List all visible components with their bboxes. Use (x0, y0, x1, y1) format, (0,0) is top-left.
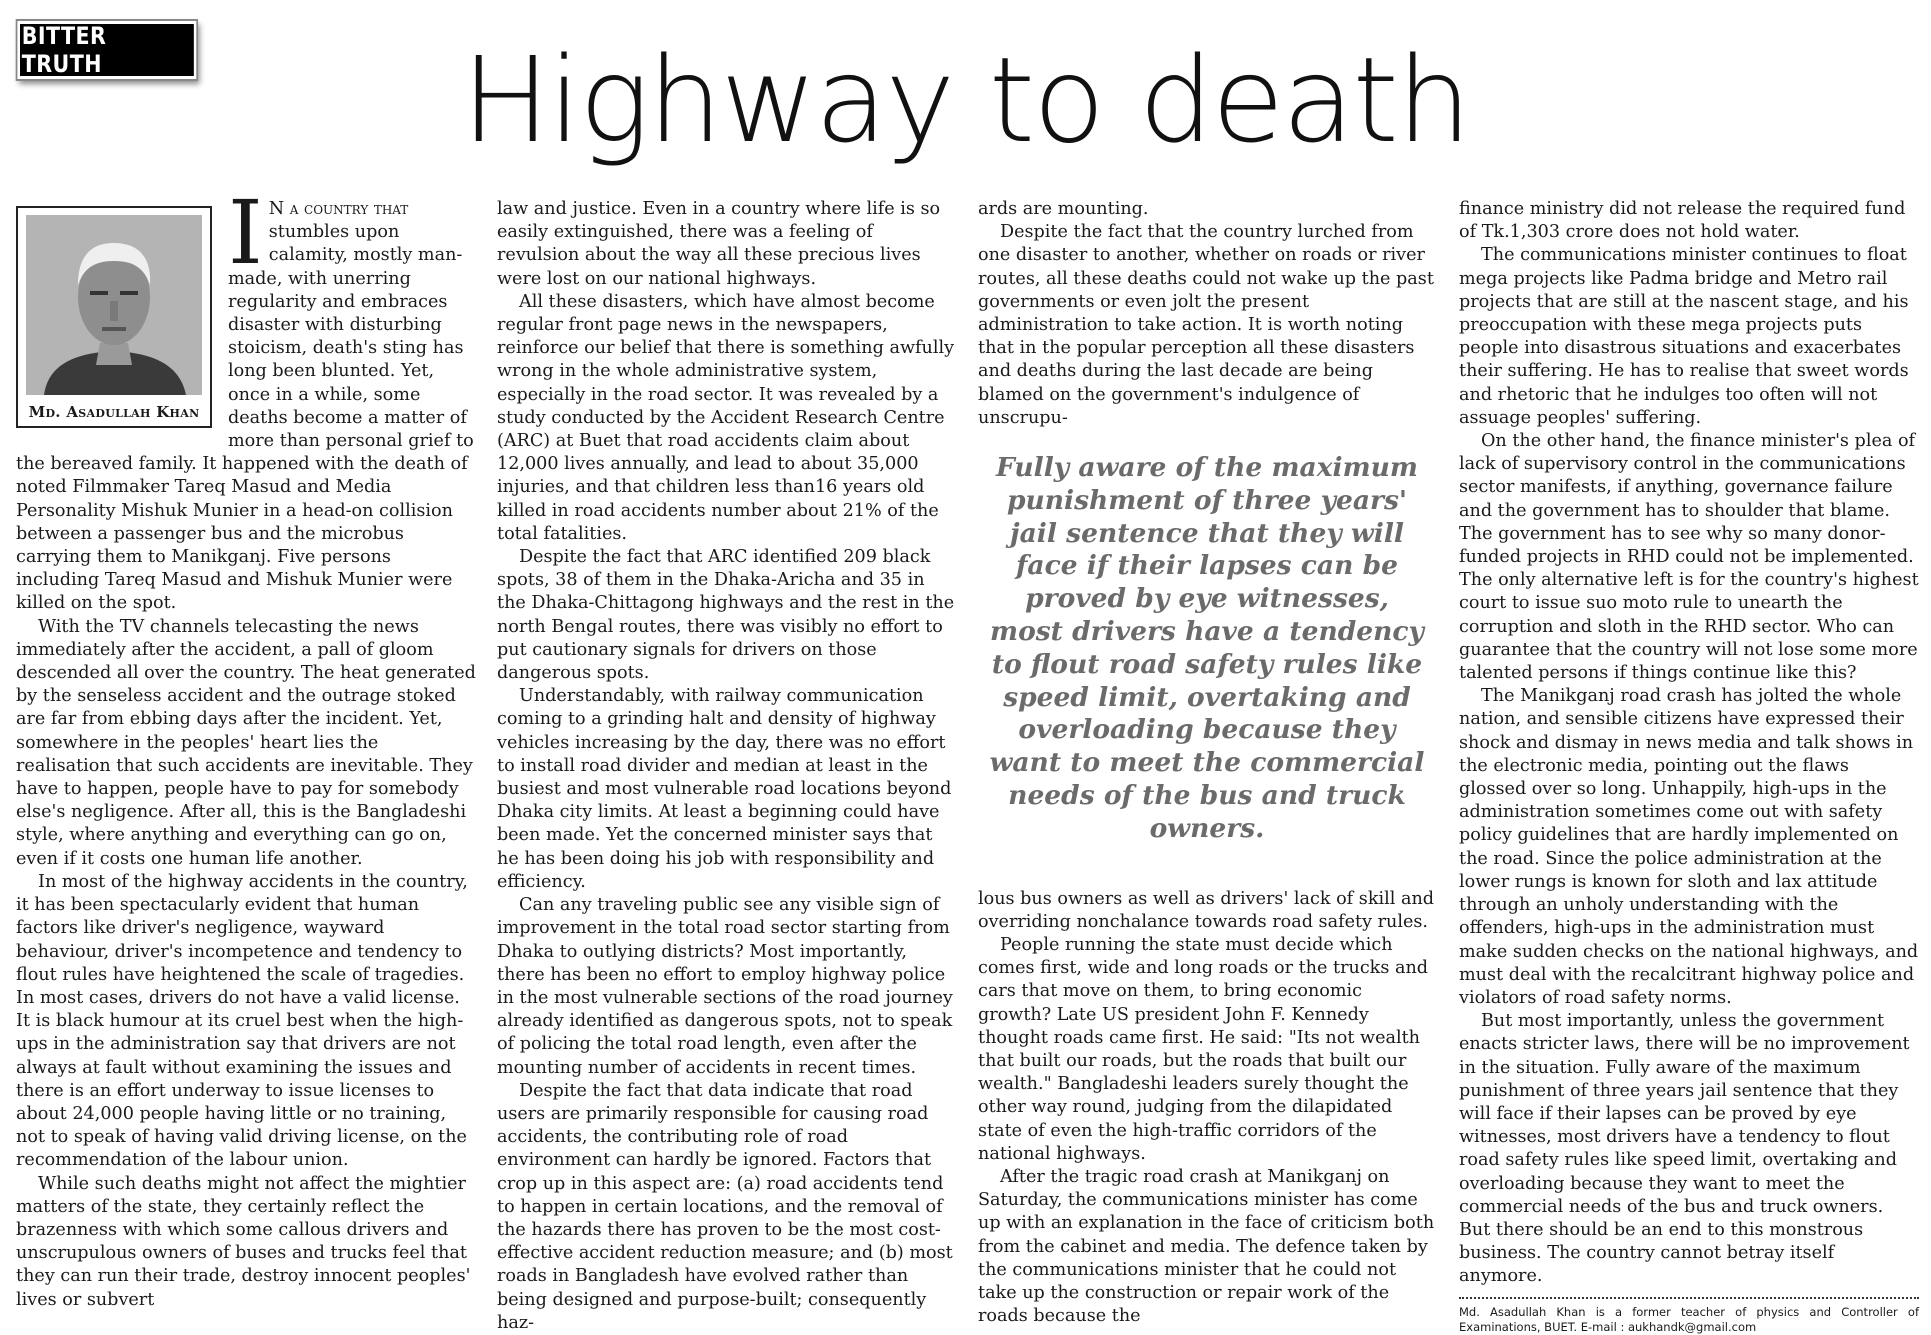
paragraph: After the tragic road crash at Manikganj on Saturday, the communications minister has come up with an explanation in the face of criticism both from the cabinet and media. The defence taken by the communications minister that he could not take up the construction or repair work of the roads because the (978, 1167, 1435, 1327)
paragraph: People running the state must decide which comes first, wide and long roads or the trucks and cars that move on them, to bring economic growth? Late US president John F. Kennedy thought roads came first. He said: "Its not wealth that built our roads, but the roads that built our wealth." Bangladeshi leaders surely thought the other way round, judging from the dilapidated state of even the high-traffic corridors of the national highways. (978, 935, 1429, 1164)
author-footnote: Md. Asadullah Khan is a former teacher of physics and Controller of Examinations, BUET. E-mail : aukhandk@gmail.com (1459, 1297, 1919, 1335)
paragraph: But most importantly, unless the government enacts stricter laws, there will be no improvement in the situation. Fully aware of the maximum punishment of three years jail sentence that they will face if their lapses can be proved by eye witnesses, most drivers have a tendency to flout road safety rules like speed limit, overtaking and overloading because they want to meet the commercial needs of the bus and truck owners. But there should be an end to this monstrous business. The country cannot betray itself anymore. (1459, 1011, 1910, 1287)
lead-text: stumbles upon calamity, mostly man-made, with unerring regularity and embraces disaster with disturbing stoicism, death's sting has long been blunted. Yet, once in a while, some deaths become a matter of more than personal grief to the bereaved family. It happened with the death of noted Filmmaker Tareq Masud and Media Personality Mishuk Munier in a head-on collision between a passenger bus and the microbus carrying them to Manikganj. Five persons including Tareq Masud and Mishuk Munier were killed on the spot. (16, 222, 474, 614)
author-photo (26, 215, 202, 395)
paragraph: With the TV channels telecasting the news immediately after the accident, a pall of gloom descended all over the country. The heat generated by the senseless accident and the outrage stoked are far from ebbing days after the incident. Yet, somewhere in the peoples' heart lies the realisation that such accidents are inevitable. They have to happen, people have to pay for somebody else's negligence. After all, this is the Bangladeshi style, where anything and everything can go on, even if it costs one human life another. (16, 616, 476, 869)
paragraph: The Manikganj road crash has jolted the whole nation, and sensible citizens have expressed their shock and dismay in news media and talk shows in the electronic media, pointing out the flaws glossed over so long. Unhappily, high-ups in the administration sometimes come out with safety policy guidelines that are hardly implemented on the road. Since the police administration at the lower rungs is known for sloth and lax attitude through an unholy understanding with the offenders, high-ups in the administration must make sudden checks on the national highways, and must deal with the recalcitrant highway police and violators of road safety norms. (1459, 686, 1919, 1008)
paragraph: The communications minister continues to float mega projects like Padma bridge and Metro rail projects that are still at the nascent stage, and his preoccupation with these mega projects puts people into disastrous situations and exacerbates their suffering. He has to realise that sweet words and rhetoric that he indulges too often will not assuage peoples' suffering. (1459, 245, 1909, 428)
article-column-2 (497, 198, 955, 1335)
paragraph: lous bus owners as well as drivers' lack of skill and overriding nonchalance towards road safety rules. (978, 888, 1435, 932)
paragraph: While such deaths might not affect the mightier matters of the state, they certainly reflect the brazenness with which some callous drivers and unscrupulous owners of buses and trucks feel that they can run their trade, destroy innocent peoples' lives or subvert (16, 1173, 471, 1310)
author-portrait-illustration (26, 215, 202, 395)
paragraph: Understandably, with railway communication coming to a grinding halt and density of highway vehicles increasing by the day, there was no effort to install road divider and median at least in the busiest and most vulnerable road locations beyond Dhaka city limits. At least a beginning could have been made. Yet the concerned minister says that he has been doing his job with responsibility and efficiency. (497, 686, 952, 892)
paragraph: ards are mounting. (978, 199, 1149, 219)
author-photo-frame (16, 206, 212, 428)
headline: Highway to death (461, 31, 1470, 169)
paragraph: In most of the highway accidents in the country, it has been spectacularly evident that human factors like driver's negligence, wayward behaviour, driver's incompetence and tendency to flout rules have heightened the scale of tragedies. In most cases, drivers do not have a valid license. It is black humour at its cruel best when the high-ups in the administration say that drivers are not always at fault without examining the issues and there is an effort underway to issue licenses to about 24,000 people having little or no training, not to speak of having valid driving license, on the recommendation of the labour union. (16, 871, 468, 1171)
pull-quote: Fully aware of the maximum punishment of three years' jail sentence that they will face if their lapses can be proved by eye witnesses, most drivers have a tendency to flout road safety rules like speed limit, overtaking and overloading because they want to meet the commercial needs of the bus and truck owners. (989, 452, 1425, 844)
paragraph: On the other hand, the finance minister's plea of lack of supervisory control in the communications sector manifests, if anything, governance failure and the government has to shoulder that blame. The government has to see why so many donor-funded projects in RHD could not be implemented. The only alternative left is for the country's highest court to issue suo moto rule to unearth the corruption and sloth in the RHD sector. Who can guarantee that the country will not lose some more talented persons if things continue like this? (1459, 431, 1919, 684)
article-column-3 (978, 198, 1436, 1328)
paragraph: Despite the fact that ARC identified 209 black spots, 38 of them in the Dhaka-Aricha and 35 in the Dhaka-Chittagong highways and the rest in the north Bengal routes, there was visibly no effort to put cautionary signals for drivers on those dangerous spots. (497, 547, 955, 684)
paragraph: All these disasters, which have almost become regular front page news in the newspapers, reinforce our belief that there is something awfully wrong in the whole administrative system, especially in the road sector. It was revealed by a study conducted by the Accident Research Centre (ARC) at Buet that road accidents claim about 12,000 lives annually, and lead to about 35,000 injuries, and that children less than16 years old killed in road accidents number about 21% of the total fatalities. (497, 291, 955, 544)
article-column-4 (1459, 198, 1919, 1335)
paragraph: law and justice. Even in a country where life is so easily extinguished, there was a feeling of revulsion about the way all these precious lives were lost on our national highways. (497, 199, 941, 289)
column-badge: BITTER TRUTH (20, 24, 194, 76)
lead-caps: N a country that (268, 199, 409, 219)
paragraph: Can any traveling public see any visible sign of improvement in the total road sector starting from Dhaka to outlying districts? Most importantly, there has been no effort to employ highway police in the most vulnerable sections of the road journey already identified as dangerous spots, not to speak of policing the total road length, even after the mounting number of accidents in recent times. (497, 895, 953, 1078)
paragraph: Despite the fact that the country lurched from one disaster to another, whether on roads or river routes, all these deaths could not wake up the past governments or even jolt the present administration to take action. It is worth noting that in the popular perception all these disasters and deaths during the last decade are being blamed on the government's indulgence of unscrupu- (978, 222, 1434, 428)
paragraph: Despite the fact that data indicate that road users are primarily responsible for causing road accidents, the contributing role of road environment can hardly be ignored. Factors that crop up in this aspect are: (a) road accidents tend to happen in certain locations, and the removal of the hazards there has proven to be the most cost-effective accident reduction measure; and (b) most roads in Bangladesh have evolved rather than being designed and purpose-built; consequently haz- (497, 1080, 953, 1333)
article-column-1 (16, 181, 478, 1312)
paragraph: finance ministry did not release the required fund of Tk.1,303 crore does not hold water. (1459, 199, 1906, 243)
drop-cap: I (228, 181, 263, 284)
author-caption: Md. Asadullah Khan (28, 403, 200, 421)
